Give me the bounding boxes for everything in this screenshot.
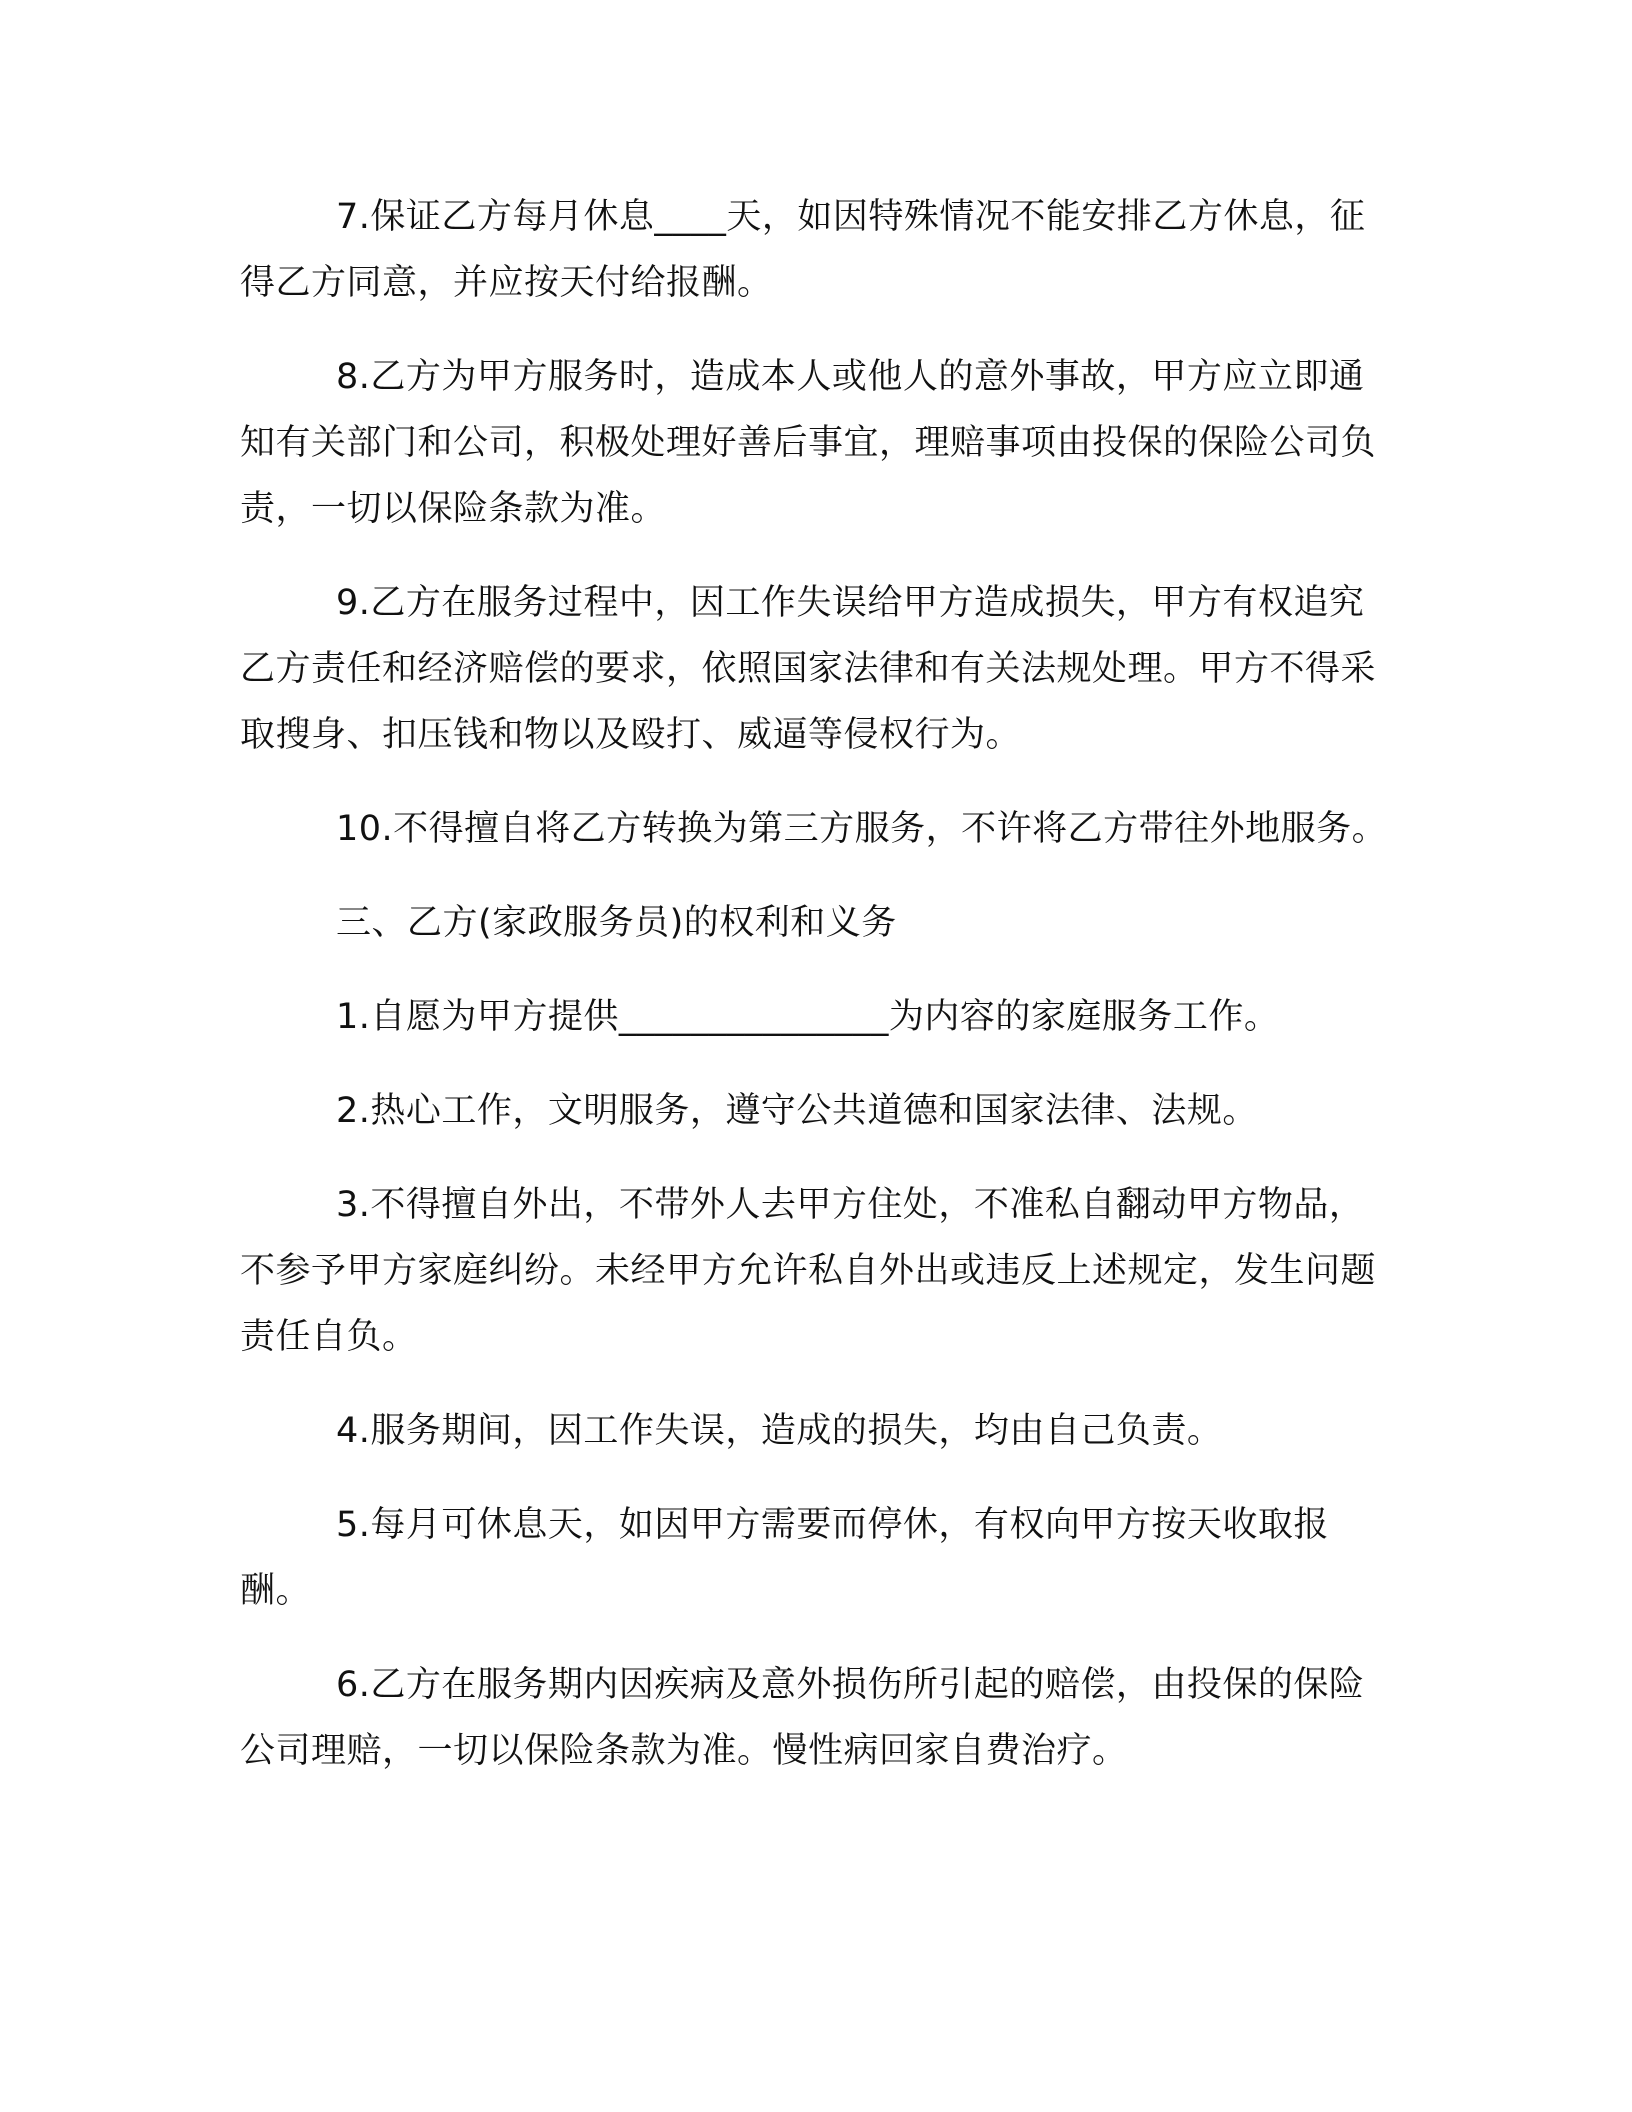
clause-b4-losses: 4.服务期间，因工作失误，造成的损失，均由自己负责。 xyxy=(336,1411,1223,1451)
clause-b1-service-content: 1.自愿为甲方提供_______________为内容的家庭服务工作。 xyxy=(336,997,1280,1037)
section-heading-party-b-rights: 三、乙方(家政服务员)的权利和义务 xyxy=(336,903,897,943)
document-page xyxy=(240,184,1390,1812)
clause-8-accident: 8.乙方为甲方服务时，造成本人或他人的意外事故，甲方应立即通知有关部门和公司，积极处理好善后事宜，理赔事项由投保的保险公司负责，一切以保险条款为准。 xyxy=(240,357,1377,529)
clause-7-rest-days: 7.保证乙方每月休息____天，如因特殊情况不能安排乙方休息，征得乙方同意，并应按天付给报酬。 xyxy=(240,197,1366,303)
clause-b5-rest: 5.每月可休息天，如因甲方需要而停休，有权向甲方按天收取报酬。 xyxy=(240,1505,1329,1611)
clause-b2-conduct: 2.热心工作，文明服务，遵守公共道德和国家法律、法规。 xyxy=(336,1091,1258,1131)
clause-b6-insurance: 6.乙方在服务期内因疾病及意外损伤所引起的赔偿，由投保的保险公司理赔，一切以保险条款为准。慢性病回家自费治疗。 xyxy=(240,1665,1365,1771)
clause-9-work-error: 9.乙方在服务过程中，因工作失误给甲方造成损失，甲方有权追究乙方责任和经济赔偿的要求，依照国家法律和有关法规处理。甲方不得采取搜身、扣压钱和物以及殴打、威逼等侵权行为。 xyxy=(240,583,1377,755)
clause-10-third-party: 10.不得擅自将乙方转换为第三方服务，不许将乙方带往外地服务。 xyxy=(336,809,1388,849)
clause-b3-no-leaving: 3.不得擅自外出，不带外人去甲方住处，不准私自翻动甲方物品，不参予甲方家庭纠纷。未经甲方允许私自外出或违反上述规定，发生问题责任自负。 xyxy=(240,1185,1377,1357)
